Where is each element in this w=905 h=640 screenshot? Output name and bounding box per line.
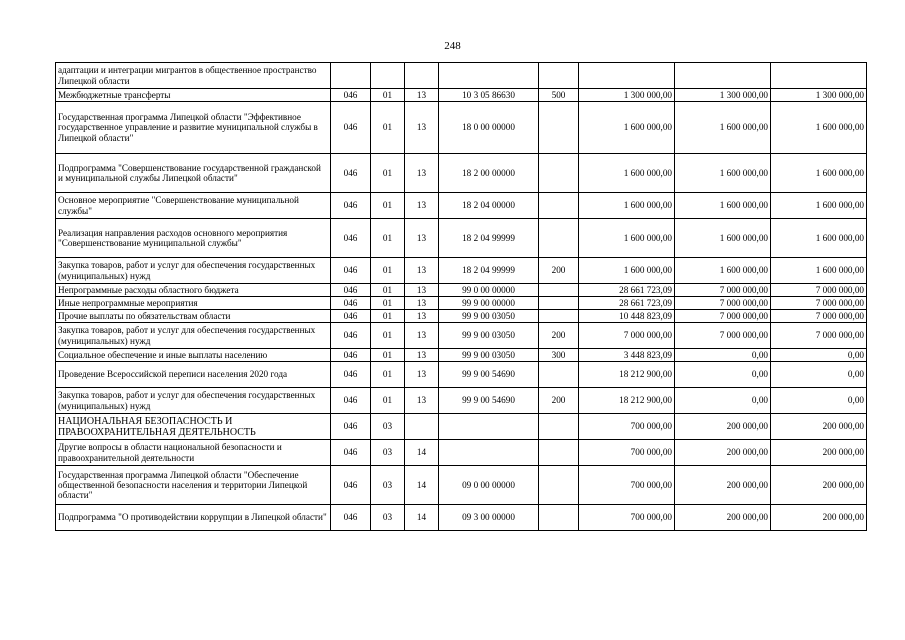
expense-type-code	[539, 284, 579, 297]
subsection-code: 13	[405, 193, 439, 219]
table-row	[56, 193, 867, 219]
row-name: Закупка товаров, работ и услуг для обеспечения государственных (муниципальных) нужд	[56, 323, 331, 349]
ministry-code: 046	[331, 362, 371, 388]
amount-year-2: 0,00	[675, 362, 771, 388]
ministry-code: 046	[331, 466, 371, 505]
amount-year-1: 3 448 823,09	[579, 349, 675, 362]
expense-type-code	[539, 154, 579, 193]
amount-year-2: 7 000 000,00	[675, 284, 771, 297]
amount-year-1: 1 600 000,00	[579, 258, 675, 284]
amount-year-3: 1 600 000,00	[771, 102, 867, 154]
table-row	[56, 349, 867, 362]
section-code: 03	[371, 440, 405, 466]
amount-year-1: 28 661 723,09	[579, 297, 675, 310]
subsection-code: 14	[405, 466, 439, 505]
row-name: Закупка товаров, работ и услуг для обеспечения государственных (муниципальных) нужд	[56, 258, 331, 284]
subsection-code	[405, 414, 439, 440]
subsection-code: 13	[405, 258, 439, 284]
ministry-code: 046	[331, 349, 371, 362]
expense-type-code	[539, 219, 579, 258]
target-article-code: 99 9 00 03050	[439, 349, 539, 362]
target-article-code	[439, 63, 539, 89]
section-code: 01	[371, 154, 405, 193]
section-code: 03	[371, 414, 405, 440]
target-article-code: 18 2 04 00000	[439, 193, 539, 219]
target-article-code: 99 9 00 03050	[439, 310, 539, 323]
subsection-code: 13	[405, 310, 439, 323]
expense-type-code	[539, 362, 579, 388]
amount-year-2: 0,00	[675, 388, 771, 414]
ministry-code: 046	[331, 89, 371, 102]
subsection-code: 13	[405, 349, 439, 362]
section-code: 03	[371, 466, 405, 505]
amount-year-2: 7 000 000,00	[675, 323, 771, 349]
table-row	[56, 154, 867, 193]
row-name: Закупка товаров, работ и услуг для обеспечения государственных (муниципальных) нужд	[56, 388, 331, 414]
section-code: 01	[371, 219, 405, 258]
table-row	[56, 63, 867, 89]
amount-year-2: 200 000,00	[675, 414, 771, 440]
subsection-code: 13	[405, 89, 439, 102]
amount-year-1: 1 300 000,00	[579, 89, 675, 102]
table-row	[56, 388, 867, 414]
amount-year-2	[675, 63, 771, 89]
table-row	[56, 362, 867, 388]
section-code: 03	[371, 505, 405, 531]
subsection-code: 13	[405, 362, 439, 388]
section-code: 01	[371, 362, 405, 388]
amount-year-2: 1 600 000,00	[675, 193, 771, 219]
amount-year-1: 1 600 000,00	[579, 193, 675, 219]
amount-year-1: 1 600 000,00	[579, 102, 675, 154]
target-article-code: 99 9 00 54690	[439, 362, 539, 388]
subsection-code: 14	[405, 440, 439, 466]
ministry-code: 046	[331, 323, 371, 349]
ministry-code: 046	[331, 258, 371, 284]
row-name: Иные непрограммные мероприятия	[56, 297, 331, 310]
amount-year-1: 18 212 900,00	[579, 388, 675, 414]
row-name: адаптации и интеграции мигрантов в общественное пространство Липецкой области	[56, 63, 331, 89]
expense-type-code: 200	[539, 258, 579, 284]
amount-year-2: 7 000 000,00	[675, 310, 771, 323]
amount-year-3: 0,00	[771, 362, 867, 388]
row-name: НАЦИОНАЛЬНАЯ БЕЗОПАСНОСТЬ И ПРАВООХРАНИТЕЛЬНАЯ ДЕЯТЕЛЬНОСТЬ	[56, 414, 331, 440]
amount-year-1: 1 600 000,00	[579, 219, 675, 258]
amount-year-2: 200 000,00	[675, 440, 771, 466]
expense-type-code	[539, 63, 579, 89]
row-name: Межбюджетные трансферты	[56, 89, 331, 102]
page-number: 248	[444, 40, 461, 52]
ministry-code: 046	[331, 310, 371, 323]
amount-year-1: 700 000,00	[579, 414, 675, 440]
ministry-code: 046	[331, 505, 371, 531]
row-name: Реализация направления расходов основного мероприятия "Совершенствование муниципальной службы"	[56, 219, 331, 258]
amount-year-3	[771, 63, 867, 89]
row-name: Другие вопросы в области национальной безопасности и правоохранительной деятельности	[56, 440, 331, 466]
ministry-code: 046	[331, 154, 371, 193]
ministry-code	[331, 63, 371, 89]
table-row	[56, 440, 867, 466]
target-article-code: 99 9 00 00000	[439, 297, 539, 310]
section-code: 01	[371, 388, 405, 414]
target-article-code: 99 9 00 54690	[439, 388, 539, 414]
subsection-code	[405, 63, 439, 89]
expense-type-code	[539, 414, 579, 440]
target-article-code	[439, 440, 539, 466]
row-name: Основное мероприятие "Совершенствование муниципальной службы"	[56, 193, 331, 219]
amount-year-2: 7 000 000,00	[675, 297, 771, 310]
ministry-code: 046	[331, 414, 371, 440]
subsection-code: 13	[405, 323, 439, 349]
expense-type-code	[539, 505, 579, 531]
table-row	[56, 310, 867, 323]
row-name: Социальное обеспечение и иные выплаты населению	[56, 349, 331, 362]
section-code: 01	[371, 102, 405, 154]
table-row	[56, 414, 867, 440]
section-code	[371, 63, 405, 89]
row-name: Государственная программа Липецкой области "Обеспечение общественной безопасности населения и территории Липецкой области"	[56, 466, 331, 505]
amount-year-3: 1 600 000,00	[771, 154, 867, 193]
ministry-code: 046	[331, 102, 371, 154]
target-article-code: 09 3 00 00000	[439, 505, 539, 531]
section-code: 01	[371, 297, 405, 310]
target-article-code: 99 9 00 03050	[439, 323, 539, 349]
amount-year-3: 0,00	[771, 388, 867, 414]
expense-type-code	[539, 102, 579, 154]
expense-type-code	[539, 297, 579, 310]
row-name: Государственная программа Липецкой области "Эффективное государственное управление и развитие муниципальной службы в Липецкой области"	[56, 102, 331, 154]
subsection-code: 13	[405, 102, 439, 154]
amount-year-1	[579, 63, 675, 89]
expense-type-code: 200	[539, 323, 579, 349]
target-article-code	[439, 414, 539, 440]
amount-year-3: 200 000,00	[771, 505, 867, 531]
expense-type-code: 500	[539, 89, 579, 102]
amount-year-3: 7 000 000,00	[771, 297, 867, 310]
expense-type-code: 200	[539, 388, 579, 414]
table-row	[56, 219, 867, 258]
table-row	[56, 89, 867, 102]
target-article-code: 09 0 00 00000	[439, 466, 539, 505]
ministry-code: 046	[331, 440, 371, 466]
section-code: 01	[371, 284, 405, 297]
amount-year-2: 1 600 000,00	[675, 219, 771, 258]
expense-type-code	[539, 466, 579, 505]
section-code: 01	[371, 349, 405, 362]
amount-year-3: 200 000,00	[771, 466, 867, 505]
table-row	[56, 297, 867, 310]
amount-year-3: 200 000,00	[771, 440, 867, 466]
target-article-code: 18 2 04 99999	[439, 258, 539, 284]
expense-type-code	[539, 310, 579, 323]
amount-year-1: 28 661 723,09	[579, 284, 675, 297]
table-row	[56, 505, 867, 531]
subsection-code: 13	[405, 154, 439, 193]
ministry-code: 046	[331, 284, 371, 297]
target-article-code: 99 0 00 00000	[439, 284, 539, 297]
amount-year-2: 1 600 000,00	[675, 258, 771, 284]
expense-type-code: 300	[539, 349, 579, 362]
section-code: 01	[371, 310, 405, 323]
subsection-code: 13	[405, 284, 439, 297]
row-name: Подпрограмма "О противодействии коррупции в Липецкой области"	[56, 505, 331, 531]
expense-type-code	[539, 193, 579, 219]
ministry-code: 046	[331, 388, 371, 414]
table-row	[56, 323, 867, 349]
table-row	[56, 466, 867, 505]
row-name: Прочие выплаты по обязательствам области	[56, 310, 331, 323]
section-code: 01	[371, 258, 405, 284]
amount-year-1: 700 000,00	[579, 440, 675, 466]
amount-year-1: 10 448 823,09	[579, 310, 675, 323]
amount-year-2: 1 300 000,00	[675, 89, 771, 102]
subsection-code: 13	[405, 219, 439, 258]
subsection-code: 13	[405, 297, 439, 310]
section-code: 01	[371, 89, 405, 102]
amount-year-1: 1 600 000,00	[579, 154, 675, 193]
amount-year-2: 200 000,00	[675, 505, 771, 531]
amount-year-3: 1 300 000,00	[771, 89, 867, 102]
ministry-code: 046	[331, 219, 371, 258]
budget-table	[55, 62, 867, 531]
target-article-code: 18 2 04 99999	[439, 219, 539, 258]
amount-year-3: 1 600 000,00	[771, 193, 867, 219]
subsection-code: 13	[405, 388, 439, 414]
subsection-code: 14	[405, 505, 439, 531]
amount-year-3: 7 000 000,00	[771, 310, 867, 323]
amount-year-2: 200 000,00	[675, 466, 771, 505]
ministry-code: 046	[331, 193, 371, 219]
amount-year-1: 700 000,00	[579, 505, 675, 531]
table-row	[56, 284, 867, 297]
row-name: Подпрограмма "Совершенствование государственной гражданской и муниципальной службы Липецкой области"	[56, 154, 331, 193]
amount-year-1: 18 212 900,00	[579, 362, 675, 388]
amount-year-2: 0,00	[675, 349, 771, 362]
amount-year-3: 200 000,00	[771, 414, 867, 440]
amount-year-3: 7 000 000,00	[771, 323, 867, 349]
target-article-code: 18 2 00 00000	[439, 154, 539, 193]
amount-year-1: 700 000,00	[579, 466, 675, 505]
expense-type-code	[539, 440, 579, 466]
amount-year-2: 1 600 000,00	[675, 102, 771, 154]
amount-year-3: 1 600 000,00	[771, 258, 867, 284]
amount-year-3: 0,00	[771, 349, 867, 362]
row-name: Непрограммные расходы областного бюджета	[56, 284, 331, 297]
target-article-code: 18 0 00 00000	[439, 102, 539, 154]
amount-year-1: 7 000 000,00	[579, 323, 675, 349]
section-code: 01	[371, 193, 405, 219]
amount-year-2: 1 600 000,00	[675, 154, 771, 193]
amount-year-3: 1 600 000,00	[771, 219, 867, 258]
amount-year-3: 7 000 000,00	[771, 284, 867, 297]
table-row	[56, 102, 867, 154]
table-row	[56, 258, 867, 284]
row-name: Проведение Всероссийской переписи населения 2020 года	[56, 362, 331, 388]
ministry-code: 046	[331, 297, 371, 310]
target-article-code: 10 3 05 86630	[439, 89, 539, 102]
section-code: 01	[371, 323, 405, 349]
